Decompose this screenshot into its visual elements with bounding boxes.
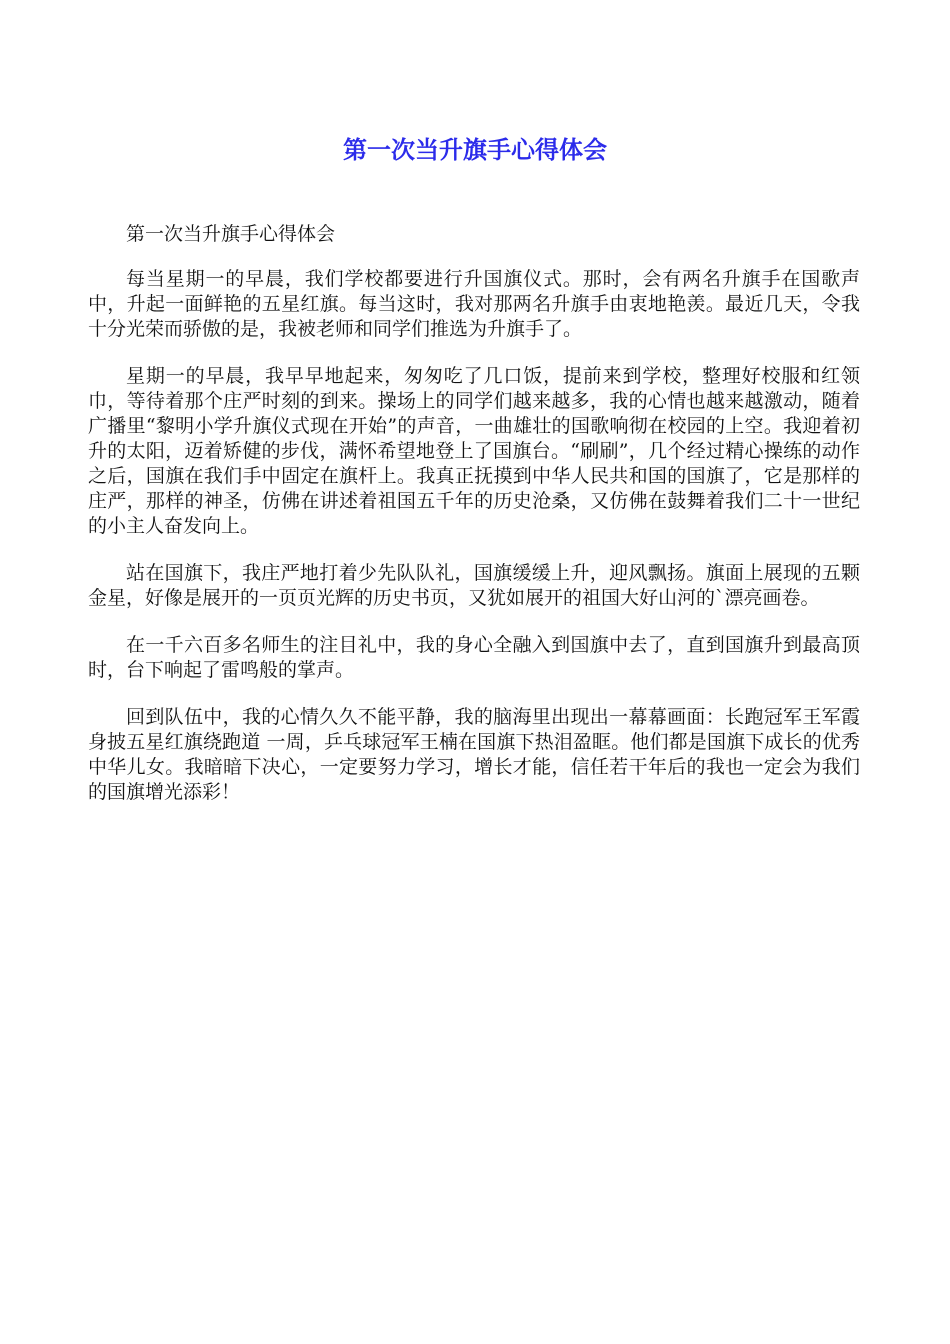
paragraph-5: 回到队伍中，我的心情久久不能平静，我的脑海里出现出一幕幕画面：长跑冠军王军霞身披五星红旗绕跑道 一周，乒乓球冠军王楠在国旗下热泪盈眶。他们都是国旗下成长的优秀中华儿女。我暗暗下决心，一定要努力学习，增长才能，信任若干年后的我也一定会为我们的国旗增光添彩！ xyxy=(88,706,860,803)
document-subtitle: 第一次当升旗手心得体会 xyxy=(126,223,336,245)
paragraph-3: 站在国旗下，我庄严地打着少先队队礼，国旗缓缓上升，迎风飘扬。旗面上展现的五颗金星，好像是展开的一页页光辉的历史书页，又犹如展开的祖国大好山河的`漂亮画卷。 xyxy=(88,562,860,609)
document-title: 第一次当升旗手心得体会 xyxy=(343,136,607,164)
document-body xyxy=(88,222,860,827)
paragraph-1: 每当星期一的早晨，我们学校都要进行升国旗仪式。那时，会有两名升旗手在国歌声中，升起一面鲜艳的五星红旗。每当这时，我对那两名升旗手由衷地艳羡。最近几天，令我十分光荣而骄傲的是，我被老师和同学们推选为升旗手了。 xyxy=(88,268,860,340)
paragraph-4: 在一千六百多名师生的注目礼中，我的身心全融入到国旗中去了，直到国旗升到最高顶时，台下响起了雷鸣般的掌声。 xyxy=(88,634,860,681)
paragraph-2: 星期一的早晨，我早早地起来，匆匆吃了几口饭，提前来到学校，整理好校服和红领巾，等待着那个庄严时刻的到来。操场上的同学们越来越多，我的心情也越来越激动，随着广播里“黎明小学升旗仪式现在开始”的声音，一曲雄壮的国歌响彻在校园的上空。我迎着初升的太阳，迈着矫健的步伐，满怀希望地登上了国旗台。“刷刷”，几个经过精心操练的动作之后，国旗在我们手中固定在旗杆上。我真正抚摸到中华人民共和国的国旗了，它是那样的庄严，那样的神圣，仿佛在讲述着祖国五千年的历史沧桑，又仿佛在鼓舞着我们二十一世纪的小主人奋发向上。 xyxy=(88,365,860,537)
